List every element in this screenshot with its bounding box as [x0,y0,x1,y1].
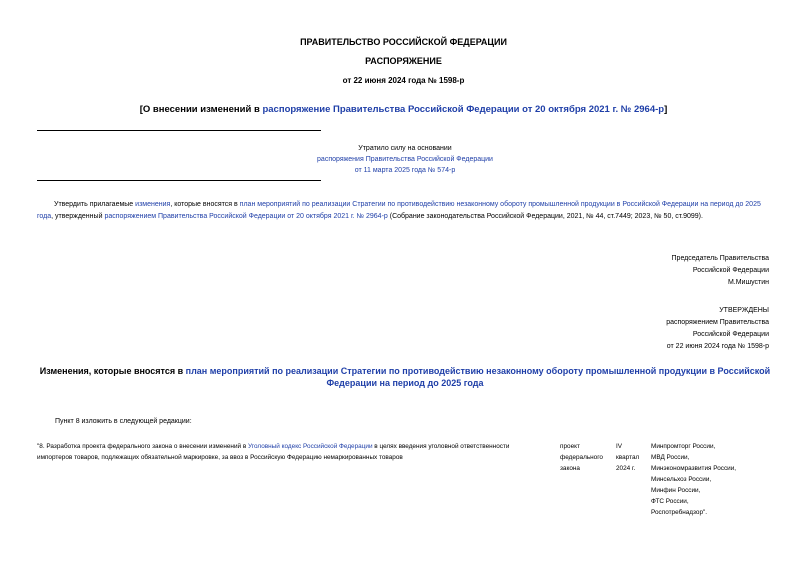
divider-bottom [37,180,321,181]
plan-link[interactable]: план мероприятий по реализации Стратегии по противодействию незаконному обороту промышленной продукции в Российской Федерации на период до 2025 года [37,201,761,220]
body-text-a: Утвердить прилагаемые [54,201,136,208]
result-line: проект [560,443,580,450]
signature-line-1: Председатель Правительства [671,255,769,262]
row-text-b: в целях введения уголовной ответственности импортеров товаров, подлежащих обязательной маркировке, за ввоз в Российскую Федерацию немаркированных товаров [37,443,510,461]
body-text-d: (Собрание законодательства Российской Федерации, 2021, № 44, ст.7449; 2023, № 50, ст.9099). [387,213,703,220]
executor-line: Минпромторг России, [651,443,716,450]
executor-line: ФТС России, [651,498,689,505]
approval-line-3: Российской Федерации [692,331,769,338]
row-executors [651,441,781,518]
lost-force-note [305,143,505,176]
deadline-line: 2024 г. [616,465,636,472]
signature-line-3: М.Мишустин [727,279,769,286]
approval-line-1: УТВЕРЖДЕНЫ [719,307,769,314]
executor-line: Минсельхоз России, [651,476,712,483]
body-paragraph [37,199,773,223]
row-text-a: "8. Разработка проекта федерального закона о внесении изменений в [37,443,249,450]
row-description [37,441,542,463]
date-number-heading: от 22 июня 2024 года № 1598-р [342,76,465,85]
changes-title [37,365,773,389]
body-text-c: , утвержденный [51,213,105,220]
org-heading: ПРАВИТЕЛЬСТВО РОССИЙСКОЙ ФЕДЕРАЦИИ [300,37,507,47]
executor-line: Минэкономразвития России, [651,465,737,472]
result-line: федерального [560,454,603,461]
item-intro: Пункт 8 изложить в следующей редакции: [55,418,192,425]
executor-line: МВД России, [651,454,690,461]
signature-line-2: Российской Федерации [692,267,769,274]
order-link[interactable]: распоряжением Правительства Российской Федерации от 20 октября 2021 г. № 2964-р [104,213,388,220]
row-deadline [616,441,646,474]
title-prefix: [О внесении изменений в [139,104,263,115]
changes-title-text: Изменения, которые вносятся в [39,366,186,376]
divider-top [37,130,321,131]
row-result [560,441,612,474]
body-text-b: , которые вносятся в [170,201,240,208]
signature-block [519,253,769,289]
title-suffix: ] [664,104,668,115]
approval-block [519,305,769,353]
executor-line: Минфин России, [651,487,701,494]
result-line: закона [560,465,580,472]
executor-line: Роспотребнадзор". [651,509,708,516]
doc-type-heading: РАСПОРЯЖЕНИЕ [365,56,442,66]
changes-title-link[interactable]: план мероприятий по реализации Стратегии по противодействию незаконному обороту промышленной продукции в Российской Федерации на период до 2025 года [185,366,771,388]
title-link[interactable]: распоряжение Правительства Российской Федерации от 20 октября 2021 г. № 2964-р [262,104,665,115]
lost-force-text: Утратило силу на основании [358,145,452,152]
lost-force-link-1[interactable]: распоряжения Правительства Российской Федерации [317,156,493,163]
changes-link[interactable]: изменения [135,201,171,208]
approval-line-2: распоряжением Правительства [666,319,769,326]
deadline-line: IV [616,443,623,450]
deadline-line: квартал [616,454,640,461]
criminal-code-link[interactable]: Уголовный кодекс Российской Федерации [248,443,373,450]
approval-line-4: от 22 июня 2024 года № 1598-р [666,343,769,350]
document-title [0,104,807,115]
lost-force-link-2[interactable]: от 11 марта 2025 года № 574-р [354,167,456,174]
